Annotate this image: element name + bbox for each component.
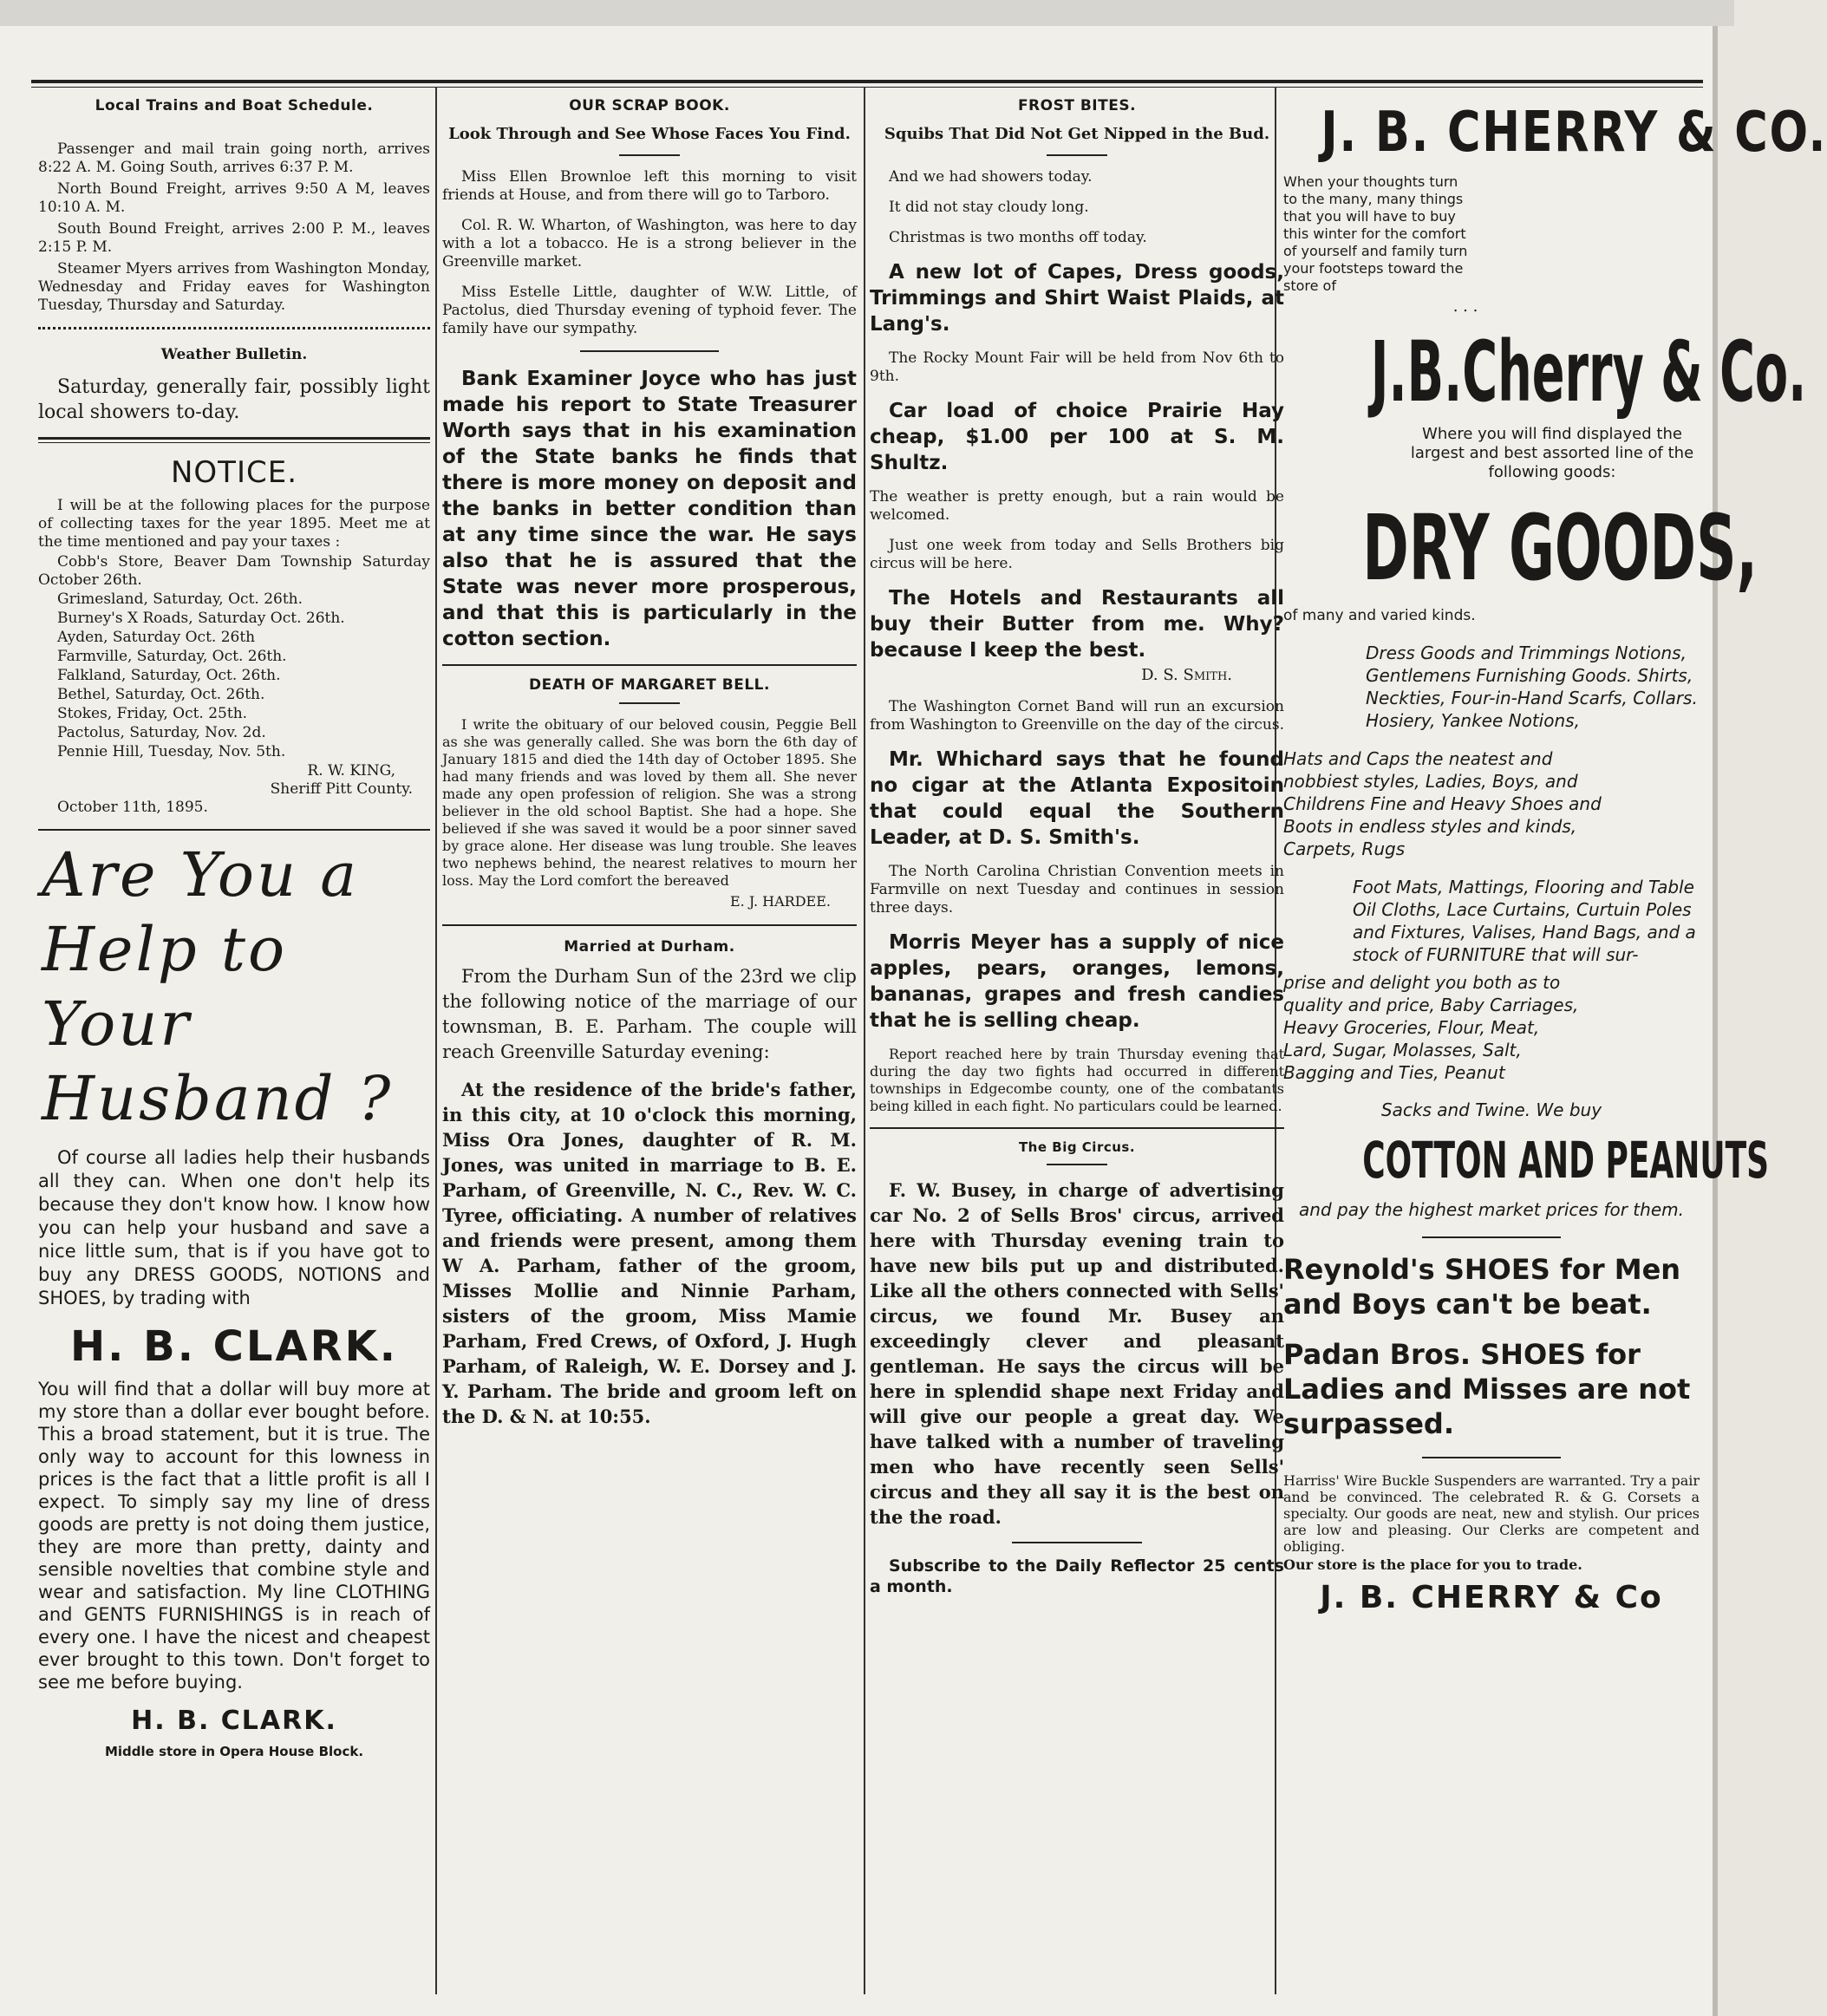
ad-name: H. B. CLARK. [70,1322,398,1371]
weather-title: Weather Bulletin. [160,346,308,363]
scrapbook-subtitle: Look Through and See Whose Faces You Find. [448,125,851,143]
cherry-intro-dots: . . . [1452,297,1478,316]
store-line: Our store is the place for you to trade. [1283,1556,1582,1573]
ad-body: You will find that a dollar will buy more at my store than a dollar ever bought before. This a broad statement, but it is true. The only way to account for this lowness in prices is the fact that a little profit is all I expect. To simply say my line of dress goods are pretty is not doing them justice, they are more than pretty, dainty and sensible novelties that combine style and wear and satisfaction. My line CLOTHING and GENTS FURNISHINGS is in reach of every one. I have the nicest and cheapest ever brought to this town. Don't forget to see me before buying. [38,1379,430,1693]
dry-goods-heading: DRY GOODS, [1362,495,1758,601]
goods-list-3: Foot Mats, Mattings, Flooring and Table Oil Cloths, Lace Curtains, Curtuin Poles and Fixtures, Valises, Hand Bags, and a stock of FURNITURE that will sur- [1353,877,1696,965]
notice-place: Falkland, Saturday, Oct. 26th. [57,667,281,684]
schedule-list [38,140,430,315]
weather-text: Saturday, generally fair, possibly light local showers to-day. [38,376,430,423]
ad-location: Middle store in Opera House Block. [104,1744,364,1759]
married-title: Married at Durham. [564,938,735,956]
cigar-ad: Mr. Whichard says that he found no cigar at the Atlanta Expositoin that could equal the Southern Leader, at D. S. Smith's. [870,748,1284,849]
obituary-title: DEATH OF MARGARET BELL. [529,676,770,694]
goods-list-2: Hats and Caps the neatest and nobbiest styles, Ladies, Boys, and Childrens Fine and Heavy Shoes and Boots in endless styles and kinds, Carpets, Rugs [1283,748,1602,859]
scrapbook-item: Miss Ellen Brownloe left this morning to visit friends at House, and from there will go to Tarboro. [442,168,857,204]
frostbites-line: And we had showers today. [889,168,1093,186]
cherry-name-big: J.B.Cherry & Co. [1370,323,1807,421]
notice-place: Farmville, Saturday, Oct. 26th. [57,648,287,665]
notice-place: Pactolus, Saturday, Nov. 2d. [57,724,266,741]
column-divider [435,87,437,1994]
short-rule [619,154,680,156]
subscribe-ad: Subscribe to the Daily Reflector 25 cents a month. [870,1556,1284,1596]
top-rule-thin [31,87,1703,88]
column-1 [38,94,430,1774]
schedule-item: North Bound Freight, arrives 9:50 A M, leaves 10:10 A. M. [38,180,430,216]
hay-ad: Car load of choice Prairie Hay cheap, $1.00 per 100 at S. M. Shultz. [870,400,1284,474]
short-rule [1047,1164,1107,1165]
column-3 [870,94,1284,1609]
scrapbook-title: OUR SCRAP BOOK. [569,97,730,114]
wavy-rule [38,322,430,329]
convention-item: The North Carolina Christian Convention meets in Farmville on next Tuesday and continues in session three days. [870,863,1284,917]
schedule-item: Steamer Myers arrives from Washington Monday, Wednesday and Friday eaves for Washington Tuesday, Thursday and Saturday. [38,260,430,314]
goods-list-4: prise and delight you both as to quality and price, Baby Carriages, Heavy Groceries, Flour, Meat, Lard, Sugar, Molasses, Salt, Bagging and Ties, Peanut [1283,972,1579,1083]
notice-place: Ayden, Saturday Oct. 26th [57,629,256,646]
reynolds-ad: Reynold's SHOES for Men and Boys can't be beat. [1283,1253,1681,1321]
circus-text: F. W. Busey, in charge of advertising car No. 2 of Sells Bros' circus, arrived here with Thursday evening train to have new bils put up and distributed. Like all the others connected with Sells' circus, we found Mr. Busey an exceedingly clever and pleasant gentleman. He says the circus will be here in splendid shape next Friday and will give our people a great day. We have talked with a number of traveling men who have recently seen Sells' circus and they all say it is the best on the the road. [870,1179,1284,1528]
scrapbook-item: Col. R. W. Wharton, of Washington, was here to day with a lot a tobacco. He is a strong believer in the Greenville market. [442,217,857,271]
notice-place: Bethel, Saturday, Oct. 26th. [57,686,265,703]
schedule-item: Passenger and mail train going north, arrives 8:22 A. M. Going South, arrives 6:37 P. M. [38,140,430,176]
notice-place: Grimesland, Saturday, Oct. 26th. [57,590,303,608]
notice-body [38,497,430,817]
schedule-item: South Bound Freight, arrives 2:00 P. M., leaves 2:15 P. M. [38,220,430,256]
goods-list-1: Dress Goods and Trimmings Notions, Gentlemens Furnishing Goods. Shirts, Neckties, Four-in-Hand Scarfs, Collars. Hosiery, Yankee Notions, [1366,643,1698,731]
notice-place: Cobb's Store, Beaver Dam Township Saturday October 26th. [38,553,430,589]
circus-title: The Big Circus. [1018,1139,1136,1155]
divider [870,1127,1284,1129]
cherry-footer: J. B. CHERRY & Co [1320,1580,1663,1615]
mid-rule [1422,1236,1561,1238]
married-body: At the residence of the bride's father, in this city, at 10 o'clock this morning, Miss Ora Jones, daughter of R. M. Jones, was united in marriage to B. E. Parham, of Greenville, N. C., Rev. W. C. Tyree, officiating. A number of relatives and friends were present, among them W A. Parham, father of the groom, Misses Mollie and Ninnie Parham, sisters of the groom, Miss Mamie Parham, Fred Crews, of Oxford, J. Hugh Parham, of Raleigh, W. E. Dorsey and J. Y. Parham. The bride and groom left on the D. & N. at 10:55. [442,1079,857,1427]
notice-place: Pennie Hill, Tuesday, Nov. 5th. [57,743,286,760]
frostbites-title: FROST BITES. [1017,97,1137,114]
notice-place: Stokes, Friday, Oct. 25th. [57,705,248,722]
page-edge [0,0,1734,26]
obituary-text: I write the obituary of our beloved cousin, Peggie Bell as she was generally called. She was born the 6th day of January 1815 and died the 14th day of October 1895. She had many friends and was loved by them all. She never made any open profession of religion. She was a strong believer in the old school Baptist. She had a hope. She believed if she was saved it would be a poor sinner saved by grace alone. Her disease was lung trouble. She leaves two nephews behind, the nearest relatives to mourn her loss. May the Lord comfort the bereaved [442,716,857,889]
mid-rule [1422,1457,1561,1458]
scrapbook-item: Miss Estelle Little, daughter of W.W. Little, of Pactolus, died Thursday evening of typhoid fever. The family have our sympathy. [442,284,857,337]
top-rule [31,80,1703,83]
capes-ad: A new lot of Capes, Dress goods, Trimmings and Shirt Waist Plaids, at Lang's. [870,261,1284,336]
cherry-header: J. B. CHERRY & CO. [1321,101,1827,165]
frostbites-subtitle: Squibs That Did Not Get Nipped in the Bud. [884,125,1270,143]
short-rule [1047,154,1107,156]
mid-rule [580,350,719,352]
schedule-title: Local Trains and Boat Schedule. [95,97,374,114]
dry-goods-kinds: of many and varied kinds. [1283,607,1476,624]
harris-ad: Harriss' Wire Buckle Suspenders are warranted. Try a pair and be convinced. The celebrated R. & G. Corsets a specialty. Our goods are neat, new and stylish. Our prices are low and pleasing. Our Clerks are competent and obliging. [1283,1472,1700,1555]
cherry-intro: When your thoughts turn to the many, many things that you will have to buy this winter for the comfort of yourself and family turn your footsteps toward the store of [1283,173,1468,294]
short-rule [1012,1542,1142,1543]
notice-signer-title: Sheriff Pitt County. [270,780,413,798]
column-divider [864,87,865,1994]
divider [442,664,857,666]
notice-title: NOTICE. [170,455,298,490]
ad-intro: Of course all ladies help their husbands all they can. When one don't help its because they don't know how. I know how you can help your husband and save a nice little sum, that is if you have got to buy any DRESS GOODS, NOTIONS and SHOES, by trading with [38,1147,430,1308]
double-rule [38,437,430,443]
notice-date: October 11th, 1895. [57,799,208,816]
notice-intro: I will be at the following places for the purpose of collecting taxes for the year 1895. Meet me at the time mentioned and pay your taxes : [38,497,430,551]
married-intro: From the Durham Sun of the 23rd we clip the following notice of the marriage of our townsman, B. E. Parham. The couple will reach Greenville Saturday evening: [442,966,857,1062]
butter-signer: D. S. Smith. [1141,666,1232,684]
prices-text: and pay the highest market prices for them. [1299,1199,1684,1220]
divider [442,924,857,926]
divider [38,829,430,831]
rain-item: The weather is pretty enough, but a rain would be welcomed. [870,488,1284,524]
obituary-signer: E. J. HARDEE. [729,893,831,910]
cherry-where: Where you will find displayed the largest and best assorted line of the following goods: [1410,425,1694,481]
short-rule [619,702,680,704]
frostbites-line: Christmas is two months off today. [889,229,1147,246]
circus-week-item: Just one week from today and Sells Brothers big circus will be here. [870,537,1284,572]
column-2 [442,94,857,1441]
band-item: The Washington Cornet Band will run an excursion from Washington to Greenville on the day of the circus. [870,698,1285,734]
notice-place: Burney's X Roads, Saturday Oct. 26th. [57,610,345,627]
ad-signature: H. B. CLARK. [131,1706,337,1736]
notice-signer: R. W. KING, [307,762,395,780]
butter-ad: The Hotels and Restaurants all buy their Butter from me. Why? because I keep the best. [870,587,1284,662]
bank-item: Bank Examiner Joyce who has just made his report to State Treasurer Worth says that in his examination of the State banks he finds that there is more money on deposit and the banks in better condition than at any time since the war. He says also that he is assured that the State was never more prosperous, and that this is particularly in the cotton section. [442,368,857,650]
column-4 [1283,94,1827,1621]
cotton-heading: COTTON AND PEANUTS [1362,1131,1769,1190]
goods-list-5: Sacks and Twine. We buy [1380,1099,1602,1120]
ad-heading: Are You a Help to Your Husband ? [42,839,394,1134]
report-item: Report reached here by train Thursday evening that during the day two fights had occurred in different townships in Edgecombe county, one of the combatants being killed in each fight. No particulars could be learned. [870,1046,1284,1114]
meyer-ad: Morris Meyer has a supply of nice apples, pears, oranges, lemons, bananas, grapes and fresh candies that he is selling cheap. [870,931,1284,1032]
padan-ad: Padan Bros. SHOES for Ladies and Misses are not surpassed. [1283,1338,1691,1440]
frostbites-line: It did not stay cloudy long. [889,199,1089,216]
fair-item: The Rocky Mount Fair will be held from Nov 6th to 9th. [870,349,1284,385]
